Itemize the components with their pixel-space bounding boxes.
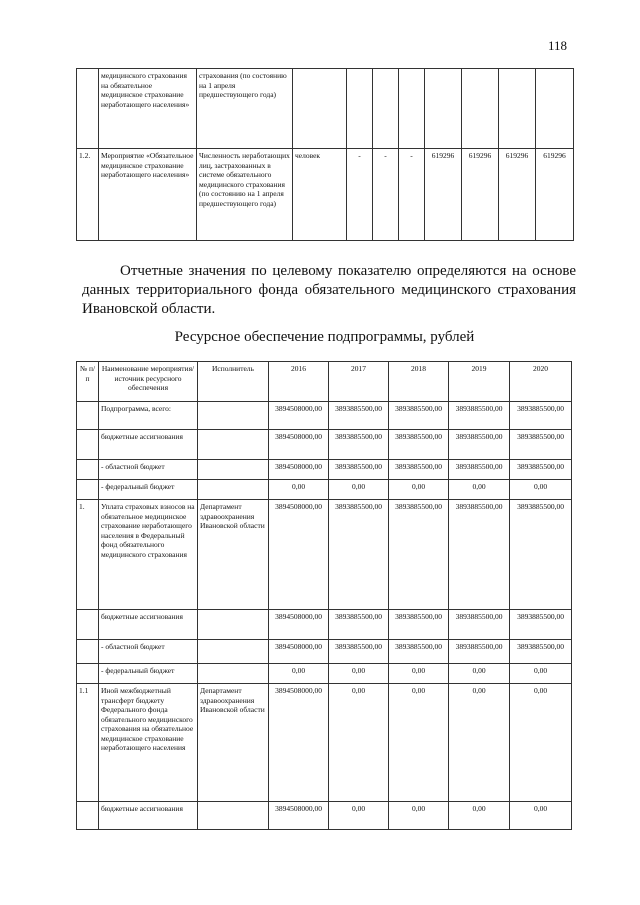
cell-value: 3893885500,00 [510,610,572,640]
cell-value: 3893885500,00 [449,640,510,664]
indicator-row-name: медицинского страхования на обязательное медицинское страхование неработающего населения» [99,69,197,149]
cell-value: 0,00 [449,802,510,830]
cell-value: 3894508000,00 [269,610,329,640]
table-row [77,149,574,241]
cell-value: 0,00 [449,664,510,684]
table-row [77,460,572,480]
table-header-row [77,362,572,402]
row-executor [198,640,269,664]
row-name: - областной бюджет [99,640,198,664]
body-paragraph: Отчетные значения по целевому показателю определяются на основе данных территориального фонда обязательного медицинского страхования Ивановской области. [82,263,576,317]
row-executor [198,430,269,460]
cell-value: 0,00 [329,480,389,500]
table-row [77,69,574,149]
cell-value: 3893885500,00 [389,460,449,480]
cell-value: 0,00 [449,480,510,500]
table-row [77,640,572,664]
cell-value: 3893885500,00 [510,430,572,460]
section-heading: Ресурсное обеспечение подпрограммы, рублей [174,329,475,345]
row-executor [198,802,269,830]
cell-value: 3893885500,00 [449,402,510,430]
indicator-unit: человек [293,149,347,241]
row-name: бюджетные ассигнования [99,802,198,830]
header-num: № п/п [77,362,99,402]
header-name: Наименование мероприятия/источник ресурсного обеспечения [99,362,198,402]
table-row [77,684,572,802]
cell-value: 3893885500,00 [329,460,389,480]
cell-value: 0,00 [510,664,572,684]
table-row [77,610,572,640]
row-number [77,664,99,684]
cell-value: 3893885500,00 [510,640,572,664]
cell-value: 0,00 [510,684,572,802]
header-2017: 2017 [329,362,389,402]
header-2019: 2019 [449,362,510,402]
table-row [77,802,572,830]
row-number: 1.2. [77,149,99,241]
table-row [77,500,572,610]
indicator-value: 619296 [536,149,574,241]
cell-value: 3893885500,00 [449,610,510,640]
cell-value: 0,00 [389,480,449,500]
indicator-row-indicator: Численность неработающих лиц, застрахованных в системе обязательного медицинского страхования (по состоянию на 1 апреля предшествующего года) [197,149,293,241]
row-number [77,610,99,640]
header-2020: 2020 [510,362,572,402]
row-name: - областной бюджет [99,460,198,480]
cell-value: 0,00 [389,802,449,830]
table-row [77,430,572,460]
page-number: 118 [548,38,568,53]
resource-table [76,361,572,830]
cell-value: 3893885500,00 [389,500,449,610]
indicator-row-name: Мероприятие «Обязательное медицинское страхование неработающего населения» [99,149,197,241]
row-number [77,402,99,430]
table-row [77,402,572,430]
row-executor [198,460,269,480]
cell-value: 0,00 [269,480,329,500]
cell-value: 0,00 [329,684,389,802]
cell-value: 3893885500,00 [510,500,572,610]
header-2018: 2018 [389,362,449,402]
cell-value: 3893885500,00 [389,402,449,430]
indicator-value: 619296 [499,149,536,241]
cell-value: 3894508000,00 [269,640,329,664]
indicator-table [76,68,574,241]
row-number [77,460,99,480]
row-name: Уплата страховых взносов на обязательное медицинское страхование неработающего населения в Федеральный фонд обязательного медицинского страхования [99,500,198,610]
cell-value: 3893885500,00 [449,460,510,480]
cell-value: 3893885500,00 [449,500,510,610]
row-executor: Департамент здравоохранения Ивановской области [198,684,269,802]
cell-value: 3894508000,00 [269,684,329,802]
row-number: 1. [77,500,99,610]
cell-value: 0,00 [389,684,449,802]
row-number [77,430,99,460]
cell-value: 3893885500,00 [510,460,572,480]
header-executor: Исполнитель [198,362,269,402]
table-row [77,664,572,684]
cell-value: 3893885500,00 [329,610,389,640]
indicator-value: - [399,149,425,241]
cell-value: 3893885500,00 [449,430,510,460]
row-name: - федеральный бюджет [99,480,198,500]
cell-value: 0,00 [510,802,572,830]
cell-value: 0,00 [389,664,449,684]
cell-value: 3894508000,00 [269,802,329,830]
row-number: 1.1 [77,684,99,802]
row-executor [198,480,269,500]
row-name: бюджетные ассигнования [99,430,198,460]
cell-value: 3894508000,00 [269,500,329,610]
cell-value: 0,00 [329,802,389,830]
cell-value: 3894508000,00 [269,402,329,430]
row-number [77,480,99,500]
cell-value: 3893885500,00 [329,500,389,610]
table-row [77,480,572,500]
cell-value: 3893885500,00 [329,640,389,664]
cell-value: 0,00 [269,664,329,684]
row-executor [198,610,269,640]
row-name: - федеральный бюджет [99,664,198,684]
cell-value: 0,00 [449,684,510,802]
cell-value: 3894508000,00 [269,430,329,460]
cell-value: 3893885500,00 [389,640,449,664]
cell-value: 3893885500,00 [389,610,449,640]
cell-value: 3893885500,00 [389,430,449,460]
indicator-value: 619296 [425,149,462,241]
cell-value: 3894508000,00 [269,460,329,480]
cell-value: 3893885500,00 [510,402,572,430]
row-name: Подпрограмма, всего: [99,402,198,430]
indicator-value: - [373,149,399,241]
indicator-row-indicator: страхования (по состоянию на 1 апреля предшествующего года) [197,69,293,149]
row-number [77,802,99,830]
cell-value: 0,00 [510,480,572,500]
indicator-value: 619296 [462,149,499,241]
row-executor: Департамент здравоохранения Ивановской области [198,500,269,610]
cell-value: 0,00 [329,664,389,684]
row-name: бюджетные ассигнования [99,610,198,640]
header-2016: 2016 [269,362,329,402]
row-number [77,640,99,664]
indicator-value: - [347,149,373,241]
cell-value: 3893885500,00 [329,402,389,430]
row-executor [198,402,269,430]
row-executor [198,664,269,684]
row-name: Иной межбюджетный трансферт бюджету Федерального фонда обязательного медицинского страхования на обязательное медицинское страхование неработающего населения [99,684,198,802]
cell-value: 3893885500,00 [329,430,389,460]
